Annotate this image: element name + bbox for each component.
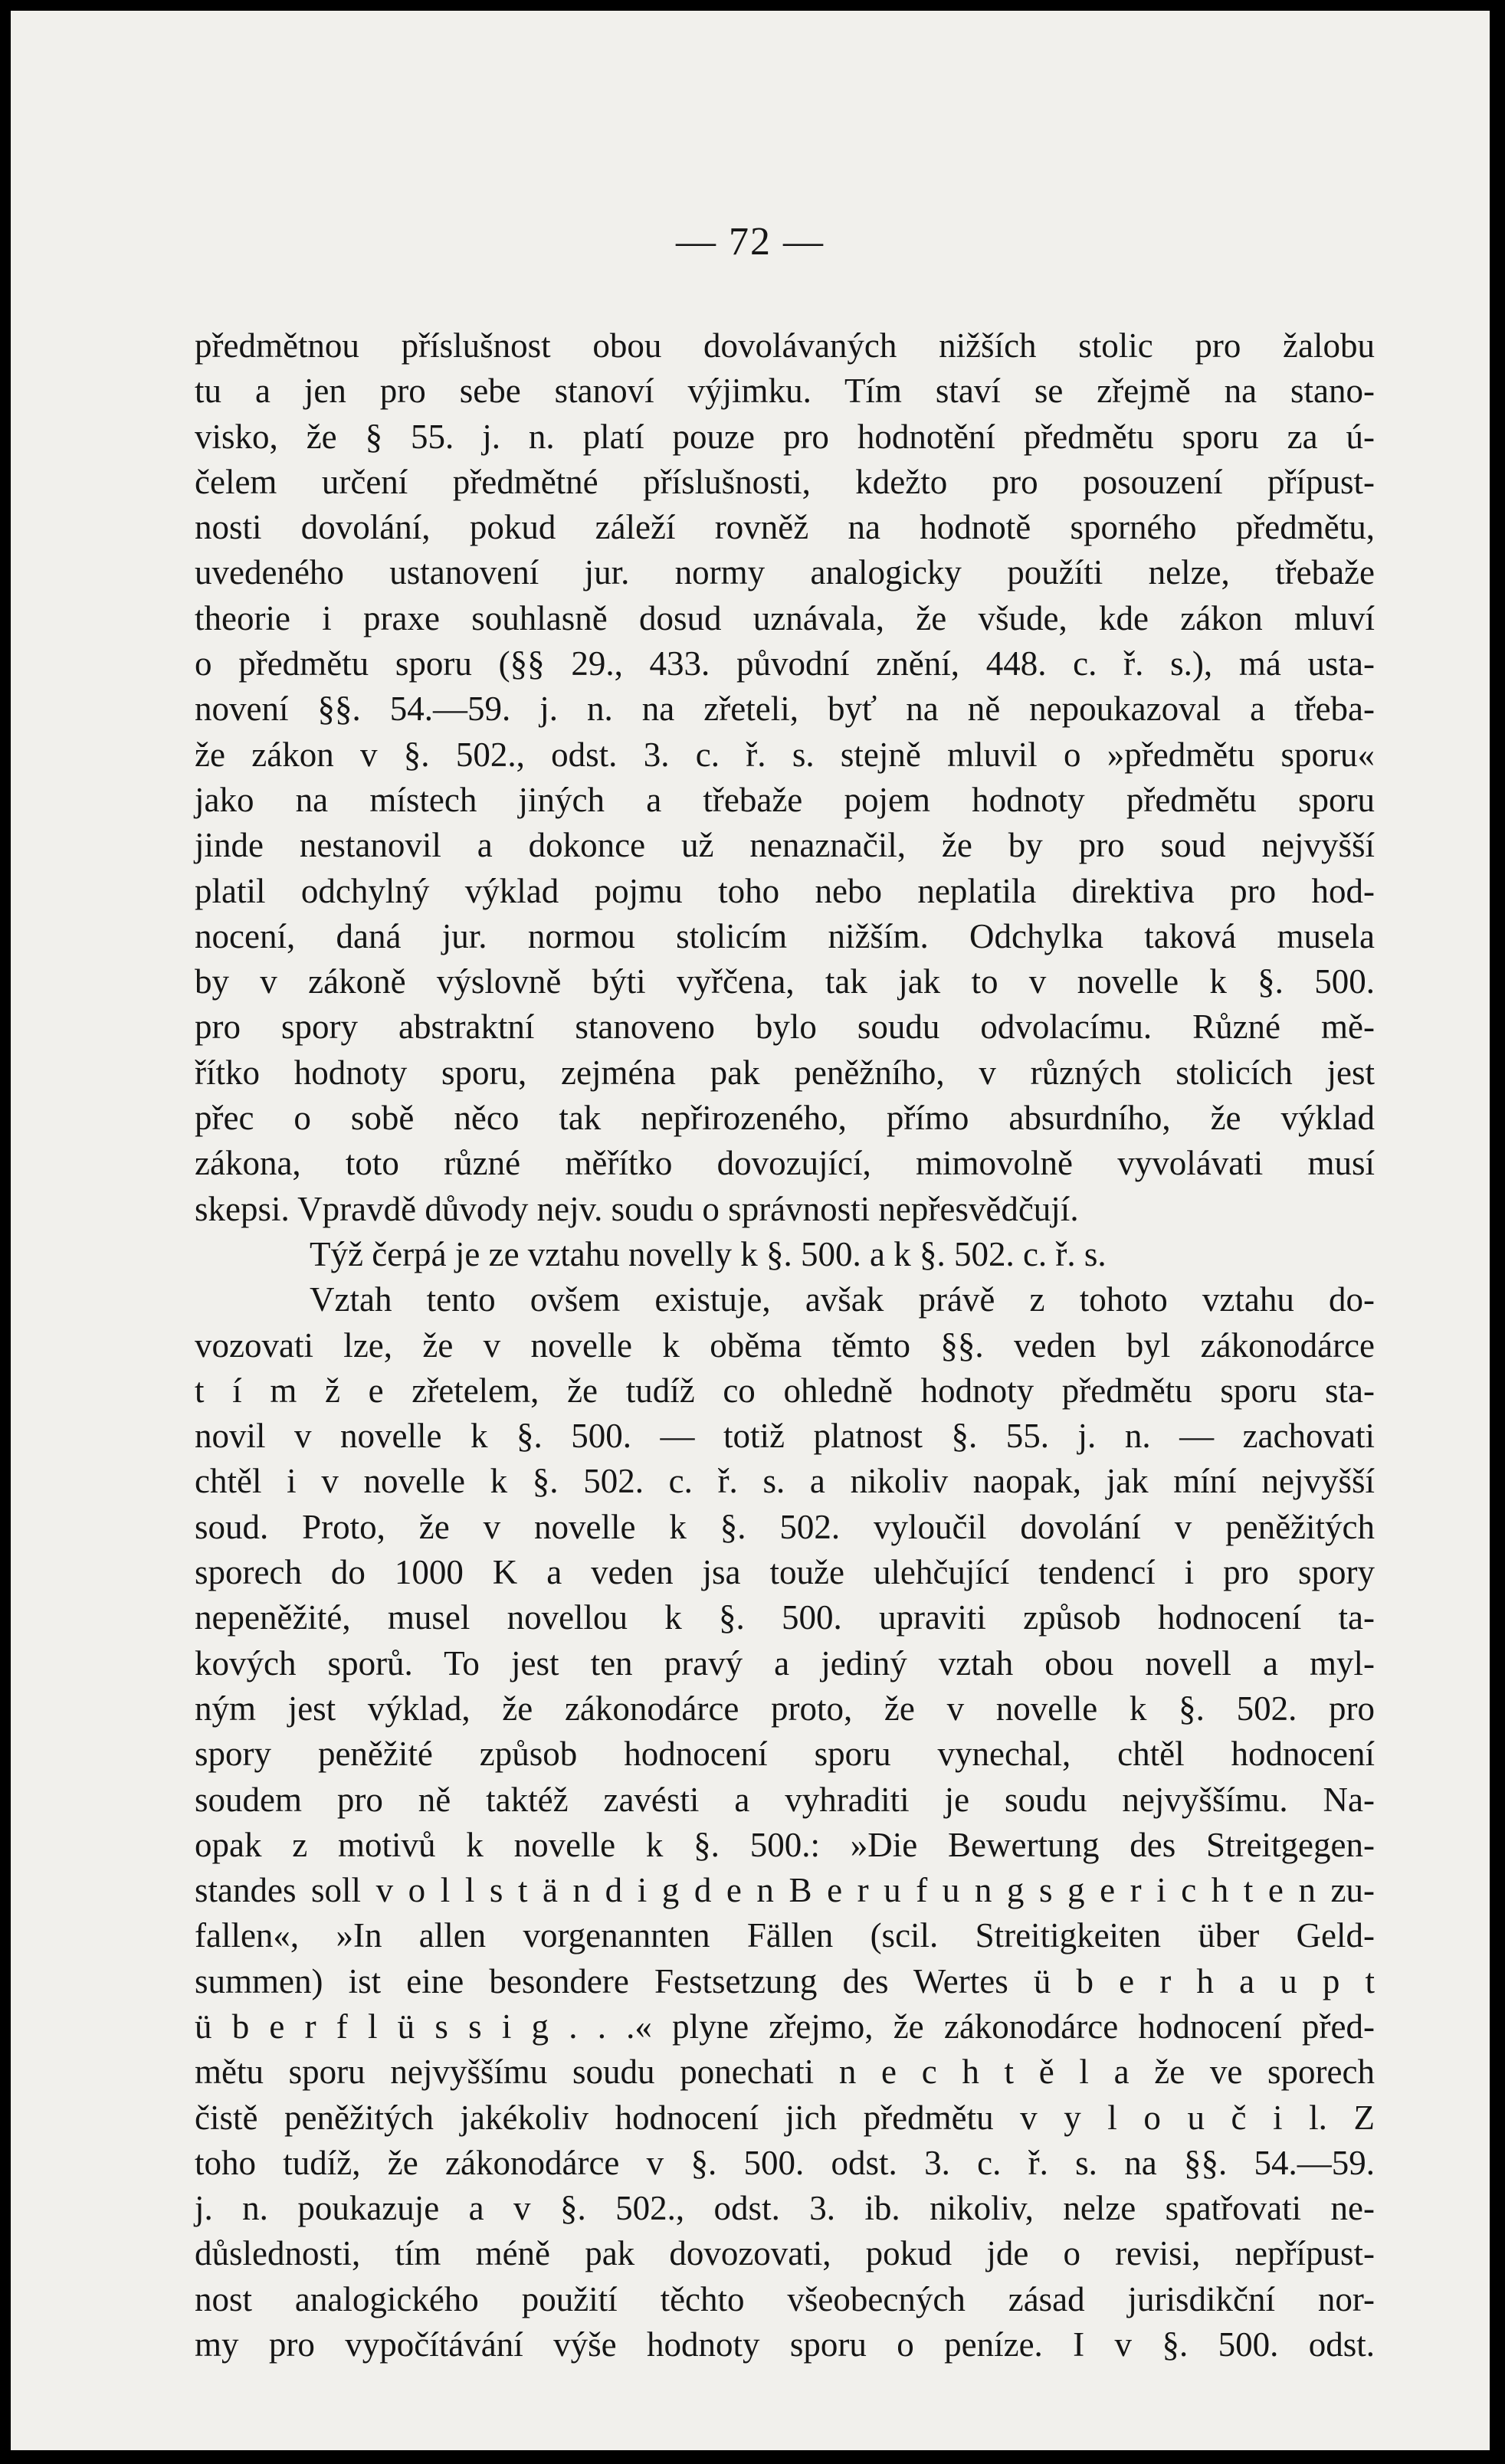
text-line: nepeněžité, musel novellou k §. 500. upraviti způsob hodnocení ta- bbox=[195, 1598, 1375, 1637]
text-line: fallen«, »In allen vorgenannten Fällen (scil. Streitigkeiten über Geld- bbox=[195, 1916, 1375, 1955]
text-line: uvedeného ustanovení jur. normy analogicky použíti nelze, třebaže bbox=[195, 553, 1375, 592]
text-line: t í m ž e zřetelem, že tudíž co ohledně hodnoty předmětu sporu sta- bbox=[195, 1371, 1375, 1410]
text-line: Vztah tento ovšem existuje, avšak právě z tohoto vztahu do- bbox=[310, 1280, 1375, 1319]
text-line: visko, že § 55. j. n. platí pouze pro hodnotění předmětu sporu za ú- bbox=[195, 417, 1375, 456]
text-line: mětu sporu nejvyššímu soudu ponechati n e c h t ě l a že ve sporech bbox=[195, 2053, 1375, 2092]
text-line: novení §§. 54.—59. j. n. na zřeteli, byť na ně nepoukazoval a třeba- bbox=[195, 690, 1375, 729]
text-line: opak z motivů k novelle k §. 500.: »Die Bewertung des Streitgegen- bbox=[195, 1825, 1375, 1864]
text-line: spory peněžité způsob hodnocení sporu vynechal, chtěl hodnocení bbox=[195, 1735, 1375, 1774]
text-line: že zákon v §. 502., odst. 3. c. ř. s. stejně mluvil o »předmětu sporu« bbox=[195, 735, 1375, 774]
text-line: summen) ist eine besondere Festsetzung des Wertes ü b e r h a u p t bbox=[195, 1961, 1375, 2000]
book-page bbox=[11, 11, 1490, 2450]
text-line: ným jest výklad, že zákonodárce proto, že v novelle k §. 502. pro bbox=[195, 1689, 1375, 1728]
text-line: jako na místech jiných a třebaže pojem hodnoty předmětu sporu bbox=[195, 780, 1375, 819]
text-line: důslednosti, tím méně pak dovozovati, pokud jde o revisi, nepřípust- bbox=[195, 2234, 1375, 2273]
text-line: zákona, toto různé měřítko dovozující, mimovolně vyvolávati musí bbox=[195, 1144, 1375, 1183]
text-line: sporech do 1000 K a veden jsa touže ulehčující tendencí i pro spory bbox=[195, 1553, 1375, 1592]
text-line: ü b e r f l ü s s i g . . .« plyne zřejmo, že zákonodárce hodnocení před- bbox=[195, 2007, 1375, 2046]
text-line: platil odchylný výklad pojmu toho nebo neplatila direktiva pro hod- bbox=[195, 871, 1375, 910]
text-line: kových sporů. To jest ten pravý a jediný vztah obou novell a myl- bbox=[195, 1643, 1375, 1683]
text-line: toho tudíž, že zákonodárce v §. 500. odst. 3. c. ř. s. na §§. 54.—59. bbox=[195, 2143, 1375, 2182]
text-line: nocení, daná jur. normou stolicím nižším. Odchylka taková musela bbox=[195, 916, 1375, 955]
body-text bbox=[195, 323, 1375, 2367]
text-line: soud. Proto, že v novelle k §. 502. vyloučil dovolání v peněžitých bbox=[195, 1507, 1375, 1546]
text-line: j. n. poukazuje a v §. 502., odst. 3. ib. nikoliv, nelze spatřovati ne- bbox=[195, 2189, 1375, 2228]
text-line: předmětnou příslušnost obou dovolávaných nižších stolic pro žalobu bbox=[195, 326, 1375, 365]
text-line: chtěl i v novelle k §. 502. c. ř. s. a nikoliv naopak, jak míní nejvyšší bbox=[195, 1462, 1375, 1501]
text-line: standes soll v o l l s t ä n d i g d e n B e r u f u n g s g e r i c h t e n zu- bbox=[195, 1871, 1375, 1910]
text-line: novil v novelle k §. 500. — totiž platnost §. 55. j. n. — zachovati bbox=[195, 1417, 1375, 1456]
text-line: čelem určení předmětné příslušnosti, kdežto pro posouzení přípust- bbox=[195, 462, 1375, 501]
text-line: my pro vypočítávání výše hodnoty sporu o peníze. I v §. 500. odst. bbox=[195, 2325, 1375, 2364]
text-line: nost analogického použití těchto všeobecných zásad jurisdikční nor- bbox=[195, 2279, 1375, 2318]
text-line: pro spory abstraktní stanoveno bylo soudu odvolacímu. Různé mě- bbox=[195, 1008, 1375, 1047]
text-line: tu a jen pro sebe stanoví výjimku. Tím staví se zřejmě na stano- bbox=[195, 372, 1375, 411]
text-line: Týž čerpá je ze vztahu novelly k §. 500. a k §. 502. c. ř. s. bbox=[310, 1234, 1107, 1273]
text-line: čistě peněžitých jakékoliv hodnocení jich předmětu v y l o u č i l. Z bbox=[195, 2098, 1375, 2137]
text-line: soudem pro ně taktéž zavésti a vyhraditi je soudu nejvyššímu. Na- bbox=[195, 1780, 1375, 1819]
text-line: by v zákoně výslovně býti vyřčena, tak jak to v novelle k §. 500. bbox=[195, 962, 1375, 1001]
text-line: přec o sobě něco tak nepřirozeného, přímo absurdního, že výklad bbox=[195, 1099, 1375, 1138]
text-line: jinde nestanovil a dokonce už nenaznačil, že by pro soud nejvyšší bbox=[195, 826, 1375, 865]
text-line: skepsi. Vpravdě důvody nejv. soudu o správnosti nepřesvědčují. bbox=[195, 1189, 1079, 1228]
text-line: nosti dovolání, pokud záleží rovněž na hodnotě sporného předmětu, bbox=[195, 508, 1375, 547]
text-line: o předmětu sporu (§§ 29., 433. původní znění, 448. c. ř. s.), má usta- bbox=[195, 644, 1375, 683]
page-number: — 72 — bbox=[676, 220, 825, 264]
text-line: vozovati lze, že v novelle k oběma těmto §§. veden byl zákonodárce bbox=[195, 1325, 1375, 1365]
text-line: theorie i praxe souhlasně dosud uznávala, že všude, kde zákon mluví bbox=[195, 598, 1375, 637]
text-line: řítko hodnoty sporu, zejména pak peněžního, v různých stolicích jest bbox=[195, 1053, 1375, 1092]
